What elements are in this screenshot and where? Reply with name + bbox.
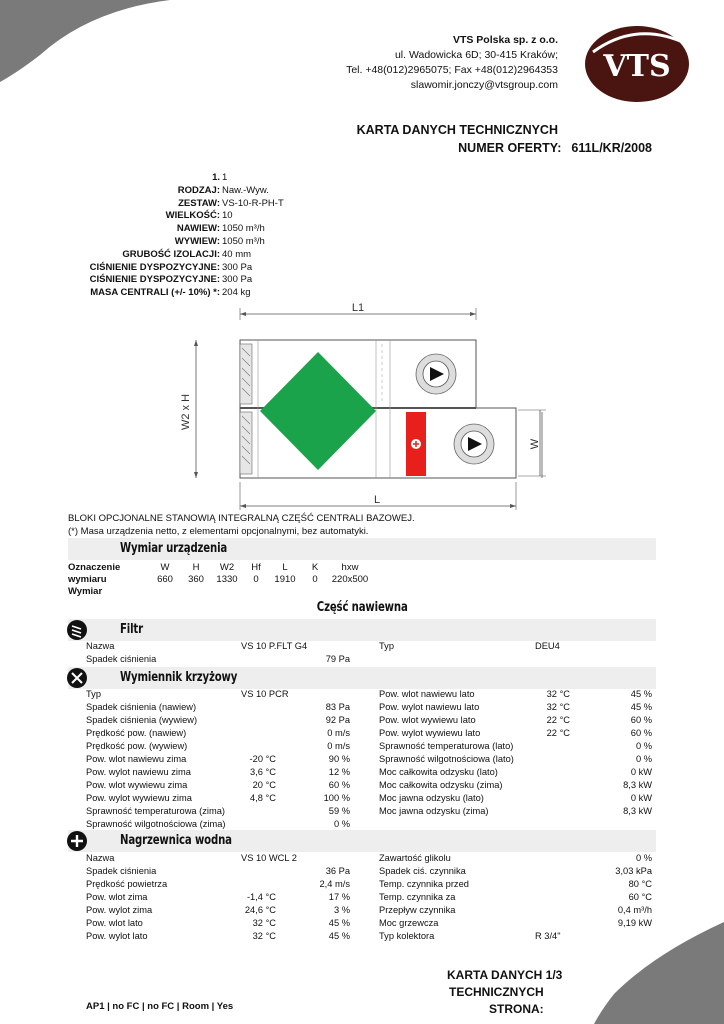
param-value: 1050 m³/h	[222, 223, 265, 235]
row-label: Spadek ciśnienia (wywiew)	[86, 715, 198, 725]
param-row	[40, 198, 340, 211]
row-value-temp: 32 °C	[252, 931, 276, 941]
dim-label-wymiar: Wymiar	[68, 586, 103, 597]
row-value: 45 %	[630, 689, 652, 699]
param-label: WYWIEW:	[174, 235, 220, 247]
param-value: Naw.-Wyw.	[222, 184, 269, 196]
row-label: Moc całkowita odzysku (lato)	[379, 767, 498, 777]
row-value-temp: 3,6 °C	[250, 767, 276, 777]
row-label: Moc jawna odzysku (zima)	[379, 806, 489, 816]
param-value: 1050 m³/h	[222, 235, 265, 247]
supply-section-header	[0, 600, 724, 615]
exchanger-table	[0, 689, 724, 834]
param-row	[40, 172, 340, 185]
param-label: ZESTAW:	[178, 197, 220, 209]
row-label: Pow. wlot wywiewu zima	[86, 780, 188, 790]
dim-header: Hf	[251, 562, 261, 573]
row-label: Typ kolektora	[379, 931, 435, 941]
exchanger-title: Wymiennik krzyżowy	[120, 670, 238, 685]
row-label: Pow. wylot nawiewu zima	[86, 767, 191, 777]
dimensions-title: Wymiar urządzenia	[120, 541, 228, 556]
param-value: 204 kg	[222, 287, 251, 299]
offer-value: 611L/KR/2008	[571, 141, 652, 155]
row-label: Pow. wlot lato	[86, 918, 143, 928]
row-value: 92 Pa	[325, 715, 350, 725]
row-value: 60 %	[630, 715, 652, 725]
dim-value: 0	[253, 574, 259, 585]
offer-number	[458, 141, 652, 155]
document-title: KARTA DANYCH TECHNICZNYCH	[356, 123, 558, 137]
row-value: VS 10 PCR	[241, 689, 289, 699]
row-value: 8,3 kW	[623, 806, 652, 816]
supply-title: Część nawiewna	[316, 600, 408, 615]
footer-page-info	[447, 967, 562, 1018]
param-label: CIŚNIENIE DYSPOZYCYJNE:	[89, 274, 220, 286]
row-label: Sprawność wilgotnościowa (lato)	[379, 754, 514, 764]
row-value: 0 %	[635, 853, 652, 863]
param-label: MASA CENTRALI (+/- 10%) *:	[90, 287, 220, 299]
vts-logo	[583, 22, 691, 104]
row-label: Pow. wlot nawiewu zima	[86, 754, 187, 764]
company-name: VTS Polska sp. z o.o.	[452, 34, 558, 46]
row-value: 12 %	[328, 767, 350, 777]
row-value: 0 kW	[630, 767, 652, 777]
row-label: Temp. czynnika przed	[379, 879, 469, 889]
row-label: Pow. wylot wywiewu lato	[379, 728, 481, 738]
row-value-temp: -20 °C	[249, 754, 276, 764]
filter-spadek-value: 79 Pa	[325, 654, 350, 664]
dim-l1-label: L1	[351, 302, 365, 314]
row-value-temp: 32 °C	[252, 918, 276, 928]
param-value: VS-10-R-PH-T	[222, 197, 284, 209]
company-email: slawomir.jonczy@vtsgroup.com	[410, 79, 558, 91]
footer-page-label: STRONA:	[489, 1002, 544, 1016]
row-label: Sprawność wilgotnościowa (zima)	[86, 819, 226, 829]
company-address: ul. Wadowicka 6D; 30-415 Kraków;	[394, 49, 558, 61]
company-info	[346, 33, 558, 93]
row-value-temp: 20 °C	[252, 780, 276, 790]
param-value: 300 Pa	[222, 274, 253, 286]
param-label: WIELKOŚĆ:	[165, 210, 220, 222]
row-value: 8,3 kW	[623, 780, 652, 790]
param-value: 1	[222, 172, 228, 183]
row-value-temp: 32 °C	[546, 689, 570, 699]
row-label: Temp. czynnika za	[379, 892, 456, 902]
row-value: 83 Pa	[325, 702, 350, 712]
row-value: 3 %	[333, 905, 350, 915]
param-row	[40, 210, 340, 223]
dim-value: 660	[157, 574, 173, 585]
row-value-temp: -1,4 °C	[246, 892, 276, 902]
row-value: 0 m/s	[327, 728, 350, 738]
row-value: 60 %	[328, 780, 350, 790]
param-label: NAWIEW:	[176, 223, 220, 235]
row-value-temp: 22 °C	[546, 715, 570, 725]
dim-value: 1330	[216, 574, 238, 585]
dimensions-section-header	[68, 538, 656, 560]
row-value: 59 %	[328, 806, 350, 816]
dim-w2h-label: W2 x H	[180, 393, 192, 431]
row-value: 3,03 kPa	[615, 866, 652, 876]
row-label: Spadek ciśnienia (nawiew)	[86, 702, 197, 712]
param-row	[40, 223, 340, 236]
filter-icon	[66, 619, 88, 641]
row-value: 45 %	[328, 931, 350, 941]
filter-nazwa-value: VS 10 P.FLT G4	[241, 641, 308, 651]
footer-title-line2: TECHNICZNYCH	[449, 985, 544, 999]
param-value: 10	[222, 210, 233, 222]
param-row	[40, 249, 340, 262]
row-label: Przepływ czynnika	[379, 905, 456, 915]
row-value: 80 °C	[628, 879, 652, 889]
filter-table	[0, 641, 724, 667]
row-label: Pow. wylot nawiewu lato	[379, 702, 480, 712]
param-value: 300 Pa	[222, 261, 253, 273]
param-row	[40, 185, 340, 198]
footer-config: AP1 | no FC | no FC | Room | Yes	[86, 1001, 234, 1012]
dim-w-label: W	[529, 438, 541, 450]
row-label: Prędkość powietrza	[86, 879, 168, 889]
row-value: 90 %	[328, 754, 350, 764]
heater-title: Nagrzewnica wodna	[120, 833, 232, 848]
row-value: 9,19 kW	[617, 918, 652, 928]
dim-header: W	[160, 562, 170, 573]
row-label: Pow. wlot zima	[86, 892, 148, 902]
row-label: Spadek ciś. czynnika	[379, 866, 466, 876]
dim-header: L	[282, 562, 288, 573]
dim-label-wymiaru: wymiaru	[68, 574, 107, 585]
param-label: RODZAJ:	[177, 184, 220, 196]
row-value: 2,4 m/s	[319, 879, 350, 889]
row-label: Moc grzewcza	[379, 918, 439, 928]
row-value: 60 °C	[628, 892, 652, 902]
row-label: Spadek ciśnienia	[86, 866, 157, 876]
row-value: 45 %	[328, 918, 350, 928]
row-label: Pow. wylot zima	[86, 905, 153, 915]
row-label: Pow. wlot nawiewu lato	[379, 689, 475, 699]
dim-header: K	[311, 562, 319, 573]
filter-typ-value: DEU4	[535, 641, 560, 651]
row-label: Pow. wylot lato	[86, 931, 148, 941]
row-value: 0 %	[635, 741, 652, 751]
row-label: Zawartość glikolu	[379, 853, 451, 863]
heater-section-header	[68, 830, 656, 852]
dim-header: hxw	[341, 562, 359, 573]
heater-table	[0, 853, 724, 945]
param-label: CIŚNIENIE DYSPOZYCYJNE:	[89, 261, 220, 273]
param-label: 1.	[212, 172, 220, 183]
row-value: 36 Pa	[325, 866, 350, 876]
filter-title: Filtr	[120, 622, 143, 637]
row-label: Prędkość pow. (wywiew)	[86, 741, 188, 751]
dim-l-label: L	[373, 494, 381, 506]
row-label: Typ	[86, 689, 101, 699]
row-value: 0 %	[635, 754, 652, 764]
row-label: Nazwa	[86, 853, 115, 863]
row-label: Pow. wlot wywiewu lato	[379, 715, 476, 725]
unit-parameters	[40, 172, 340, 300]
param-label: GRUBOŚĆ IZOLACJI:	[122, 248, 220, 260]
row-value-temp: 22 °C	[546, 728, 570, 738]
logo-text: VTS	[603, 49, 671, 84]
dim-value: 1910	[274, 574, 296, 585]
row-value: 0 %	[333, 819, 350, 829]
row-value: 100 %	[323, 793, 350, 803]
dim-header: W2	[219, 562, 235, 573]
filter-typ-label: Typ	[379, 641, 394, 651]
offer-label: NUMER OFERTY:	[458, 141, 562, 155]
footer-title-line1: KARTA DANYCH 1/3	[447, 968, 563, 982]
param-value: 40 mm	[222, 248, 252, 260]
dim-value: 360	[188, 574, 204, 585]
filter-section-header	[68, 619, 656, 641]
row-label: Prędkość pow. (nawiew)	[86, 728, 187, 738]
filter-nazwa-label: Nazwa	[86, 641, 115, 651]
dim-value: 220x500	[331, 574, 369, 585]
heater-plus-icon	[66, 830, 88, 852]
corner-decoration-top	[0, 0, 180, 90]
row-value: 60 %	[630, 728, 652, 738]
row-label: Moc całkowita odzysku (zima)	[379, 780, 503, 790]
row-value: 0 kW	[630, 793, 652, 803]
dim-label-oznaczenie: Oznaczenie	[68, 562, 121, 573]
company-phones: Tel. +48(012)2965075; Fax +48(012)2964353	[346, 64, 558, 76]
row-label: Sprawność temperaturowa (zima)	[86, 806, 225, 816]
dim-value: 0	[312, 574, 318, 585]
row-value: VS 10 WCL 2	[241, 853, 297, 863]
row-label: Moc jawna odzysku (lato)	[379, 793, 484, 803]
note-mass: (*) Masa urządzenia netto, z elementami opcjonalnymi, bez automatyki.	[68, 525, 369, 537]
param-row	[40, 262, 340, 275]
dim-header: H	[192, 562, 200, 573]
filter-spadek-label: Spadek ciśnienia	[86, 654, 157, 664]
row-value: 45 %	[630, 702, 652, 712]
unit-diagram	[172, 298, 541, 512]
note-optional-blocks: BLOKI OPCJONALNE STANOWIĄ INTEGRALNĄ CZĘŚĆ CENTRALI BAZOWEJ.	[68, 513, 415, 524]
row-value: 0 m/s	[327, 741, 350, 751]
param-row	[40, 274, 340, 287]
row-value: R 3/4"	[535, 931, 561, 941]
param-row	[40, 236, 340, 249]
row-label: Sprawność temperaturowa (lato)	[379, 741, 514, 751]
notes	[68, 513, 415, 538]
dimensions-table	[68, 562, 388, 598]
exchanger-section-header	[68, 667, 656, 689]
row-value-temp: 24,6 °C	[244, 905, 276, 915]
row-value: 17 %	[328, 892, 350, 902]
row-value: 0,4 m³/h	[617, 905, 652, 915]
row-value-temp: 32 °C	[546, 702, 570, 712]
row-value-temp: 4,8 °C	[250, 793, 276, 803]
cross-exchanger-icon	[66, 667, 88, 689]
row-label: Pow. wylot wywiewu zima	[86, 793, 192, 803]
